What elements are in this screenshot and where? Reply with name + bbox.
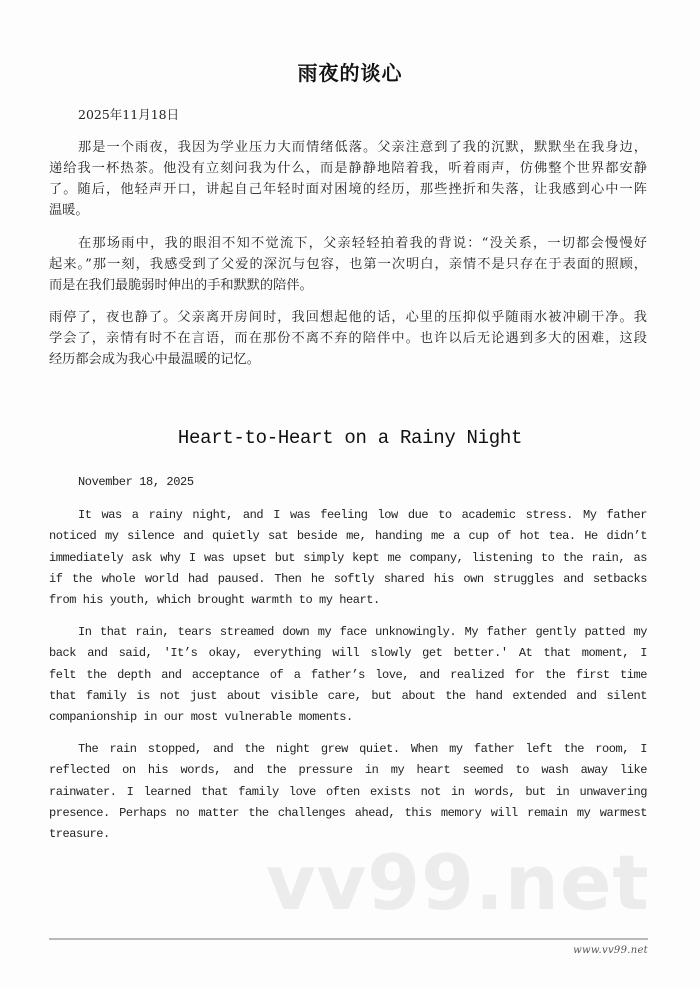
text-line: companionship in our most vulnerable moments.: [49, 710, 353, 725]
footer-site-link[interactable]: www.vv99.net: [573, 945, 648, 956]
text-line: that family is not just about visible care, but about the hand extended and silent: [49, 688, 647, 703]
text-line: 了。随后，他轻声开口，讲起自己年轻时面对困境的经历，那些挫折和失落，让我感到心中一阵: [49, 182, 647, 197]
text-line: from his youth, which brought warmth to my heart.: [49, 593, 380, 608]
text-line: rainwater. I learned that family love often exists not in words, but in unwavering: [49, 784, 647, 799]
watermark: vv99.net: [266, 838, 650, 927]
text-line: back and said, 'It’s okay, everything will slowly get better.' At that moment, I: [49, 646, 647, 661]
english-date: November 18, 2025: [78, 475, 194, 489]
text-line: The rain stopped, and the night grew quiet. When my father left the room, I: [78, 742, 647, 756]
chinese-title: 雨夜的谈心: [297, 61, 403, 85]
text-line: 递给我一杯热茶。他没有立刻问我为什么，而是静静地陪着我，听着雨声，仿佛整个世界都安静: [49, 161, 647, 176]
text-line: 而是在我们最脆弱时伸出的手和默默的陪伴。: [49, 278, 313, 293]
text-line: felt the depth and acceptance of a father’s love, and realized for the first time: [49, 667, 647, 682]
english-paragraph-2: [49, 622, 647, 728]
text-line: 起来。”那一刻，我感受到了父爱的深沉与包容，也第一次明白，亲情不是只存在于表面的照顾，: [49, 257, 647, 272]
chinese-paragraph-1: [49, 137, 647, 221]
text-line: presence. Perhaps no matter the challenges ahead, this memory will remain my warmest: [49, 805, 647, 820]
text-line: 在那场雨中，我的眼泪不知不觉流下，父亲轻轻拍着我的背说：“没关系，一切都会慢慢好: [78, 236, 647, 251]
english-title: Heart-to-Heart on a Rainy Night: [177, 427, 523, 449]
text-line: It was a rainy night, and I was feeling low due to academic stress. My father: [78, 508, 647, 522]
chinese-paragraph-3: [49, 307, 647, 370]
chinese-paragraph-2: [49, 233, 647, 296]
chinese-date: 2025年11月18日: [78, 107, 180, 122]
text-line: immediately ask why I was upset but simply kept me company, listening to the rain, as: [49, 550, 647, 565]
text-line: 雨停了，夜也静了。父亲离开房间时，我回想起他的话，心里的压抑似乎随雨水被冲刷干净。我: [49, 310, 647, 325]
text-line: 学会了，亲情有时不在言语，而在那份不离不弃的陪伴中。也许以后无论遇到多大的困难，这段: [49, 331, 647, 346]
text-line: noticed my silence and quietly sat beside me, handing me a cup of hot tea. He didn’t: [49, 529, 647, 544]
english-paragraph-3: [49, 739, 647, 845]
text-line: 温暖。: [49, 203, 89, 218]
text-line: 经历都会成为我心中最温暖的记忆。: [49, 352, 260, 367]
footer-divider: [49, 938, 648, 940]
text-line: treasure.: [49, 827, 110, 842]
text-line: 那是一个雨夜，我因为学业压力大而情绪低落。父亲注意到了我的沉默，默默坐在我身边，: [78, 140, 647, 155]
text-line: reflected on his words, and the pressure in my heart seemed to wash away like: [49, 763, 647, 778]
text-line: In that rain, tears streamed down my face unknowingly. My father gently patted my: [78, 625, 647, 639]
text-line: if the whole world had paused. Then he softly shared his own struggles and setbacks: [49, 571, 647, 586]
english-paragraph-1: [49, 505, 647, 611]
